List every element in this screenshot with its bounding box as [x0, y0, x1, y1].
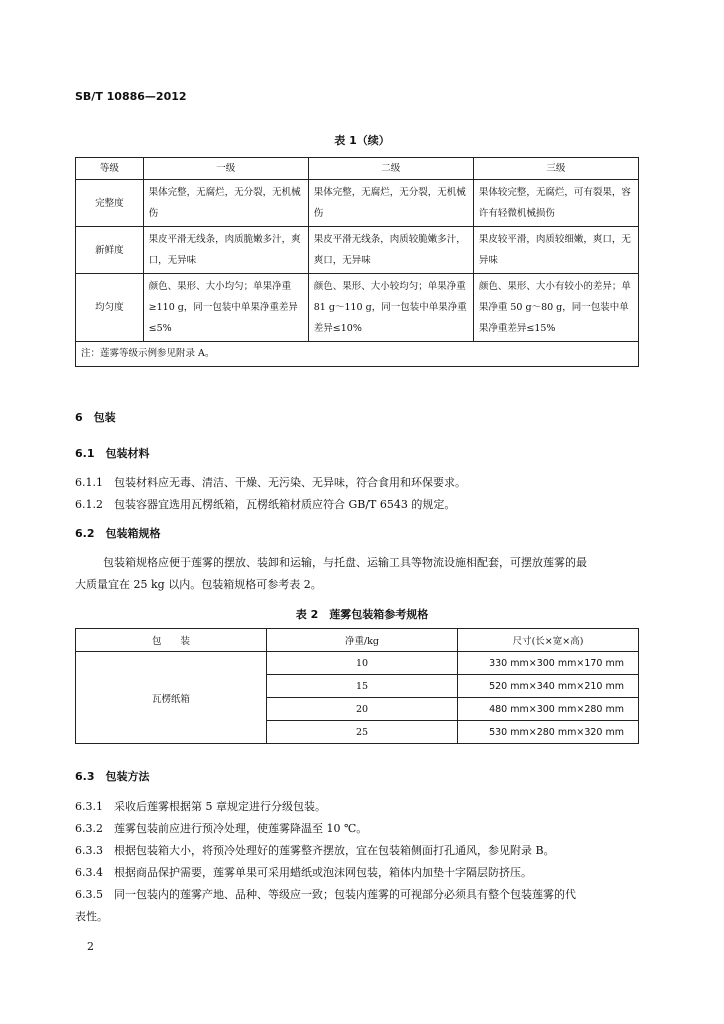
column-header: 尺寸(长×宽×高) [458, 629, 639, 652]
clause-6-3-1: 6.3.1 采收后莲雾根据第 5 章规定进行分级包装。 [75, 800, 326, 813]
grade-label: 均匀度 [76, 274, 144, 342]
table-cell: 果皮平滑无线条，肉质较脆嫩多汁，爽口，无异味 [308, 227, 473, 274]
section-6-3-heading: 6.3 包装方法 [75, 770, 150, 783]
package-type: 瓦楞纸箱 [76, 652, 267, 744]
size-cell: 530 mm×280 mm×320 mm [458, 721, 639, 744]
table-cell: 果体较完整，无腐烂，可有裂果，容许有轻微机械损伤 [473, 180, 638, 227]
table-row [76, 652, 639, 675]
table-cell: 果皮平滑无线条，肉质脆嫩多汁，爽口，无异味 [143, 227, 308, 274]
grade-label: 新鲜度 [76, 227, 144, 274]
table-cell: 果体完整，无腐烂，无分裂，无机械伤 [143, 180, 308, 227]
grade-label: 完整度 [76, 180, 144, 227]
column-header: 二级 [308, 158, 473, 180]
size-cell: 520 mm×340 mm×210 mm [458, 675, 639, 698]
table-note: 注：莲雾等级示例参见附录 A。 [76, 342, 639, 367]
column-header: 包 装 [76, 629, 267, 652]
paragraph-6-2-line1: 包装箱规格应便于莲雾的摆放、装卸和运输，与托盘、运输工具等物流设施相配套，可摆放莲雾的最 [103, 556, 587, 569]
clause-6-3-5-line1: 6.3.5 同一包装内的莲雾产地、品种、等级应一致；包装内莲雾的可视部分必须具有整个包装莲雾的代 [75, 888, 576, 901]
weight-cell: 20 [267, 698, 458, 721]
table1-caption: 表 1（续） [334, 134, 390, 147]
clause-6-1-2: 6.1.2 包装容器宜选用瓦楞纸箱，瓦楞纸箱材质应符合 GB/T 6543 的规定。 [75, 498, 456, 511]
section-6-2-heading: 6.2 包装箱规格 [75, 527, 161, 540]
table-row [76, 274, 639, 342]
table-cell: 果皮较平滑，肉质较细嫩，爽口，无异味 [473, 227, 638, 274]
table-row [76, 180, 639, 227]
size-cell: 480 mm×300 mm×280 mm [458, 698, 639, 721]
weight-cell: 15 [267, 675, 458, 698]
column-header: 三级 [473, 158, 638, 180]
section-6-1-heading: 6.1 包装材料 [75, 447, 150, 460]
weight-cell: 10 [267, 652, 458, 675]
table-header-row [76, 629, 639, 652]
clause-6-3-5-line2: 表性。 [75, 910, 108, 923]
table2-caption: 表 2 莲雾包装箱参考规格 [295, 608, 429, 621]
weight-cell: 25 [267, 721, 458, 744]
package-spec-table [75, 628, 639, 744]
clause-6-3-2: 6.3.2 莲雾包装前应进行预冷处理，使莲雾降温至 10 ℃。 [75, 822, 368, 835]
table-header-row [76, 158, 639, 180]
table-row [76, 227, 639, 274]
table-cell: 颜色、果形、大小有较小的差异；单果净重 50 g～80 g，同一包装中单果净重差异≤15% [473, 274, 638, 342]
column-header: 一级 [143, 158, 308, 180]
paragraph-6-2-line2: 大质量宜在 25 kg 以内。包装箱规格可参考表 2。 [75, 578, 322, 591]
clause-6-3-3: 6.3.3 根据包装箱大小，将预冷处理好的莲雾整齐摆放，宜在包装箱侧面打孔通风，参见附录 B。 [75, 844, 555, 857]
table-cell: 颜色、果形、大小较均匀；单果净重 81 g～110 g，同一包装中单果净重差异≤10% [308, 274, 473, 342]
table-cell: 果体完整，无腐烂，无分裂，无机械伤 [308, 180, 473, 227]
column-header: 净重/kg [267, 629, 458, 652]
table-cell: 颜色、果形、大小均匀；单果净重≥110 g，同一包装中单果净重差异≤5% [143, 274, 308, 342]
clause-6-1-1: 6.1.1 包装材料应无毒、清洁、干燥、无污染、无异味，符合食用和环保要求。 [75, 476, 466, 489]
clause-6-3-4: 6.3.4 根据商品保护需要，莲雾单果可采用蜡纸或泡沫网包装，箱体内加垫十字隔层防挤压。 [75, 866, 532, 879]
size-cell: 330 mm×300 mm×170 mm [458, 652, 639, 675]
table-note-row [76, 342, 639, 367]
column-header: 等级 [76, 158, 144, 180]
standard-code: SB/T 10886—2012 [75, 90, 187, 103]
section-6-heading: 6 包装 [75, 411, 116, 424]
grade-table [75, 157, 639, 367]
page-number: 2 [87, 940, 94, 953]
